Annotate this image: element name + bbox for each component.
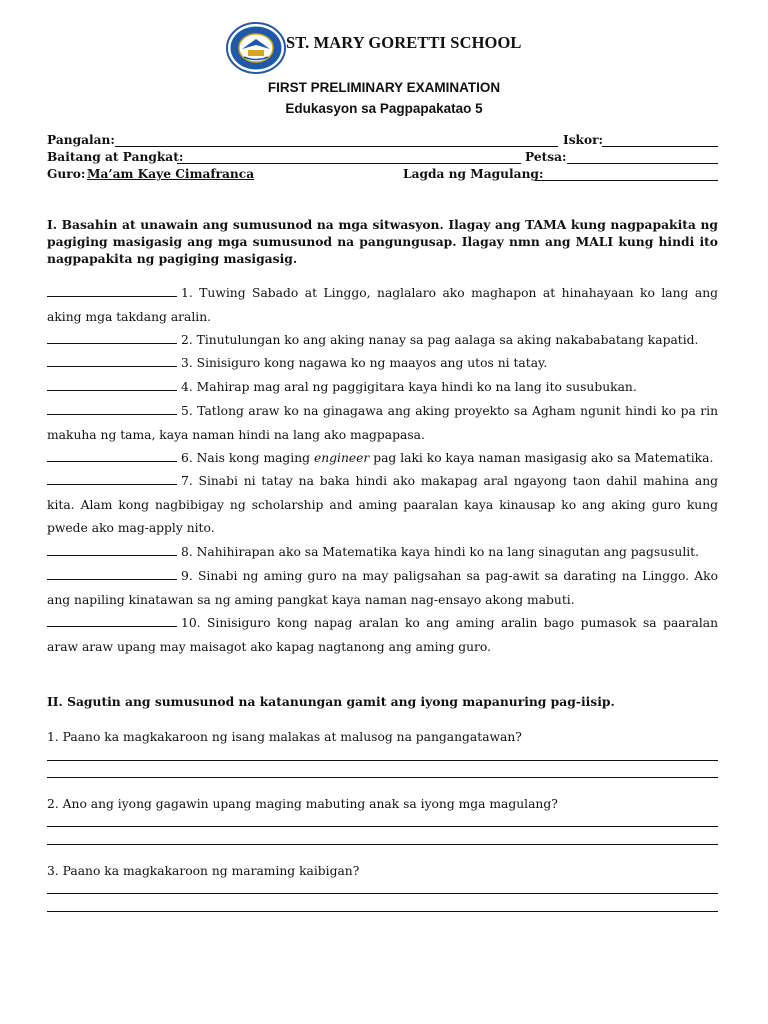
teacher-parent-row (47, 167, 718, 185)
list-item: 2. Tinutulungan ko ang aking nanay sa pag aalaga sa aking nakababatang kapatid. (47, 329, 718, 353)
answer-blank[interactable] (47, 402, 177, 415)
school-logo (226, 22, 286, 74)
question-1: 1. Paano ka magkakaroon ng isang malakas at malusog na pangangatawan? (47, 730, 522, 744)
list-item: 7. Sinabi ni tatay na baka hindi ako makapag aral ngayong taon dahil mahina ang kita. Alam kong nagbibigay ng scholarship and aming paaralan kaya kinausap ko ang aking guro kung pwede ako mag-apply nito. (47, 474, 718, 535)
answer-blank[interactable] (47, 378, 177, 391)
answer-blank[interactable] (47, 449, 177, 462)
name-field[interactable] (115, 146, 558, 147)
list-item: 1. Tuwing Sabado at Linggo, naglalaro ako maghapon at hinahayaan ko lang ang aking mga takdang aralin. (47, 286, 718, 324)
score-field[interactable] (602, 146, 718, 147)
teacher-label: Guro: (47, 167, 86, 181)
question-2: 2. Ano ang iyong gagawin upang maging mabuting anak sa iyong mga magulang? (47, 797, 558, 811)
name-label: Pangalan: (47, 133, 115, 147)
section2-instructions: II. Sagutin ang sumusunod na katanungan gamit ang iyong mapanuring pag-iisip. (47, 694, 615, 709)
date-label: Petsa: (525, 150, 567, 164)
parent-signature-label: Lagda ng Magulang: (403, 167, 544, 181)
name-score-row (47, 133, 718, 151)
answer-blank[interactable] (47, 567, 177, 580)
grade-label: Baitang at Pangkat: (47, 150, 184, 164)
parent-signature-field[interactable] (535, 180, 718, 181)
list-item: 8. Nahihirapan ako sa Matematika kaya hindi ko na lang sinagutan ang pagsusulit. (47, 541, 718, 565)
answer-blank[interactable] (47, 472, 177, 485)
list-item: 3. Sinisiguro kong nagawa ko ng maayos ang utos ni tatay. (47, 352, 718, 376)
section1-instructions: I. Basahin at unawain ang sumusunod na mga sitwasyon. Ilagay ang TAMA kung nagpapakita ng pagiging masigasig ang mga sumusunod na pangungusap. Ilagay nmn ang MALI kung hindi ito nagpapakita ng pagiging masigasig. (47, 217, 718, 266)
answer-line[interactable] (47, 911, 718, 912)
school-name: ST. MARY GORETTI SCHOOL (286, 33, 522, 52)
score-label: Iskor: (563, 133, 604, 147)
exam-title: FIRST PRELIMINARY EXAMINATION (267, 80, 501, 95)
list-item: 9. Sinabi ng aming guro na may paligsahan sa pag-awit sa darating na Linggo. Ako ang napiling kinatawan sa ng aming pangkat kaya naman nag-ensayo akong mabuti. (47, 569, 718, 607)
list-item: 6. Nais kong maging engineer pag laki ko kaya naman masigasig ako sa Matematika. (47, 447, 718, 471)
date-field[interactable] (567, 163, 718, 164)
answer-blank[interactable] (47, 543, 177, 556)
answer-line[interactable] (47, 760, 718, 761)
subject-title: Edukasyon sa Pagpapakatao 5 (285, 101, 483, 116)
answer-blank[interactable] (47, 614, 177, 627)
list-item: 5. Tatlong araw ko na ginagawa ang aking proyekto sa Agham ngunit hindi ko pa rin makuha ng tama, kaya naman hindi na lang ako magpapasa. (47, 404, 718, 442)
answer-blank[interactable] (47, 354, 177, 367)
answer-line[interactable] (47, 826, 718, 827)
answer-line[interactable] (47, 893, 718, 894)
question-3: 3. Paano ka magkakaroon ng maraming kaibigan? (47, 864, 360, 878)
grade-field[interactable] (177, 163, 521, 164)
list-item: 4. Mahirap mag aral ng paggigitara kaya hindi ko na lang ito susubukan. (47, 376, 718, 400)
answer-line[interactable] (47, 844, 718, 845)
list-item: 10. Sinisiguro kong napag aralan ko ang aming aralin bago pumasok sa paaralan araw araw upang may maisagot ako kapag nagtanong ang aming guro. (47, 616, 718, 654)
answer-line[interactable] (47, 777, 718, 778)
answer-blank[interactable] (47, 331, 177, 344)
teacher-name: Ma’am Kaye Cimafranca (87, 167, 255, 181)
answer-blank[interactable] (47, 284, 177, 297)
grade-date-row (47, 150, 718, 168)
